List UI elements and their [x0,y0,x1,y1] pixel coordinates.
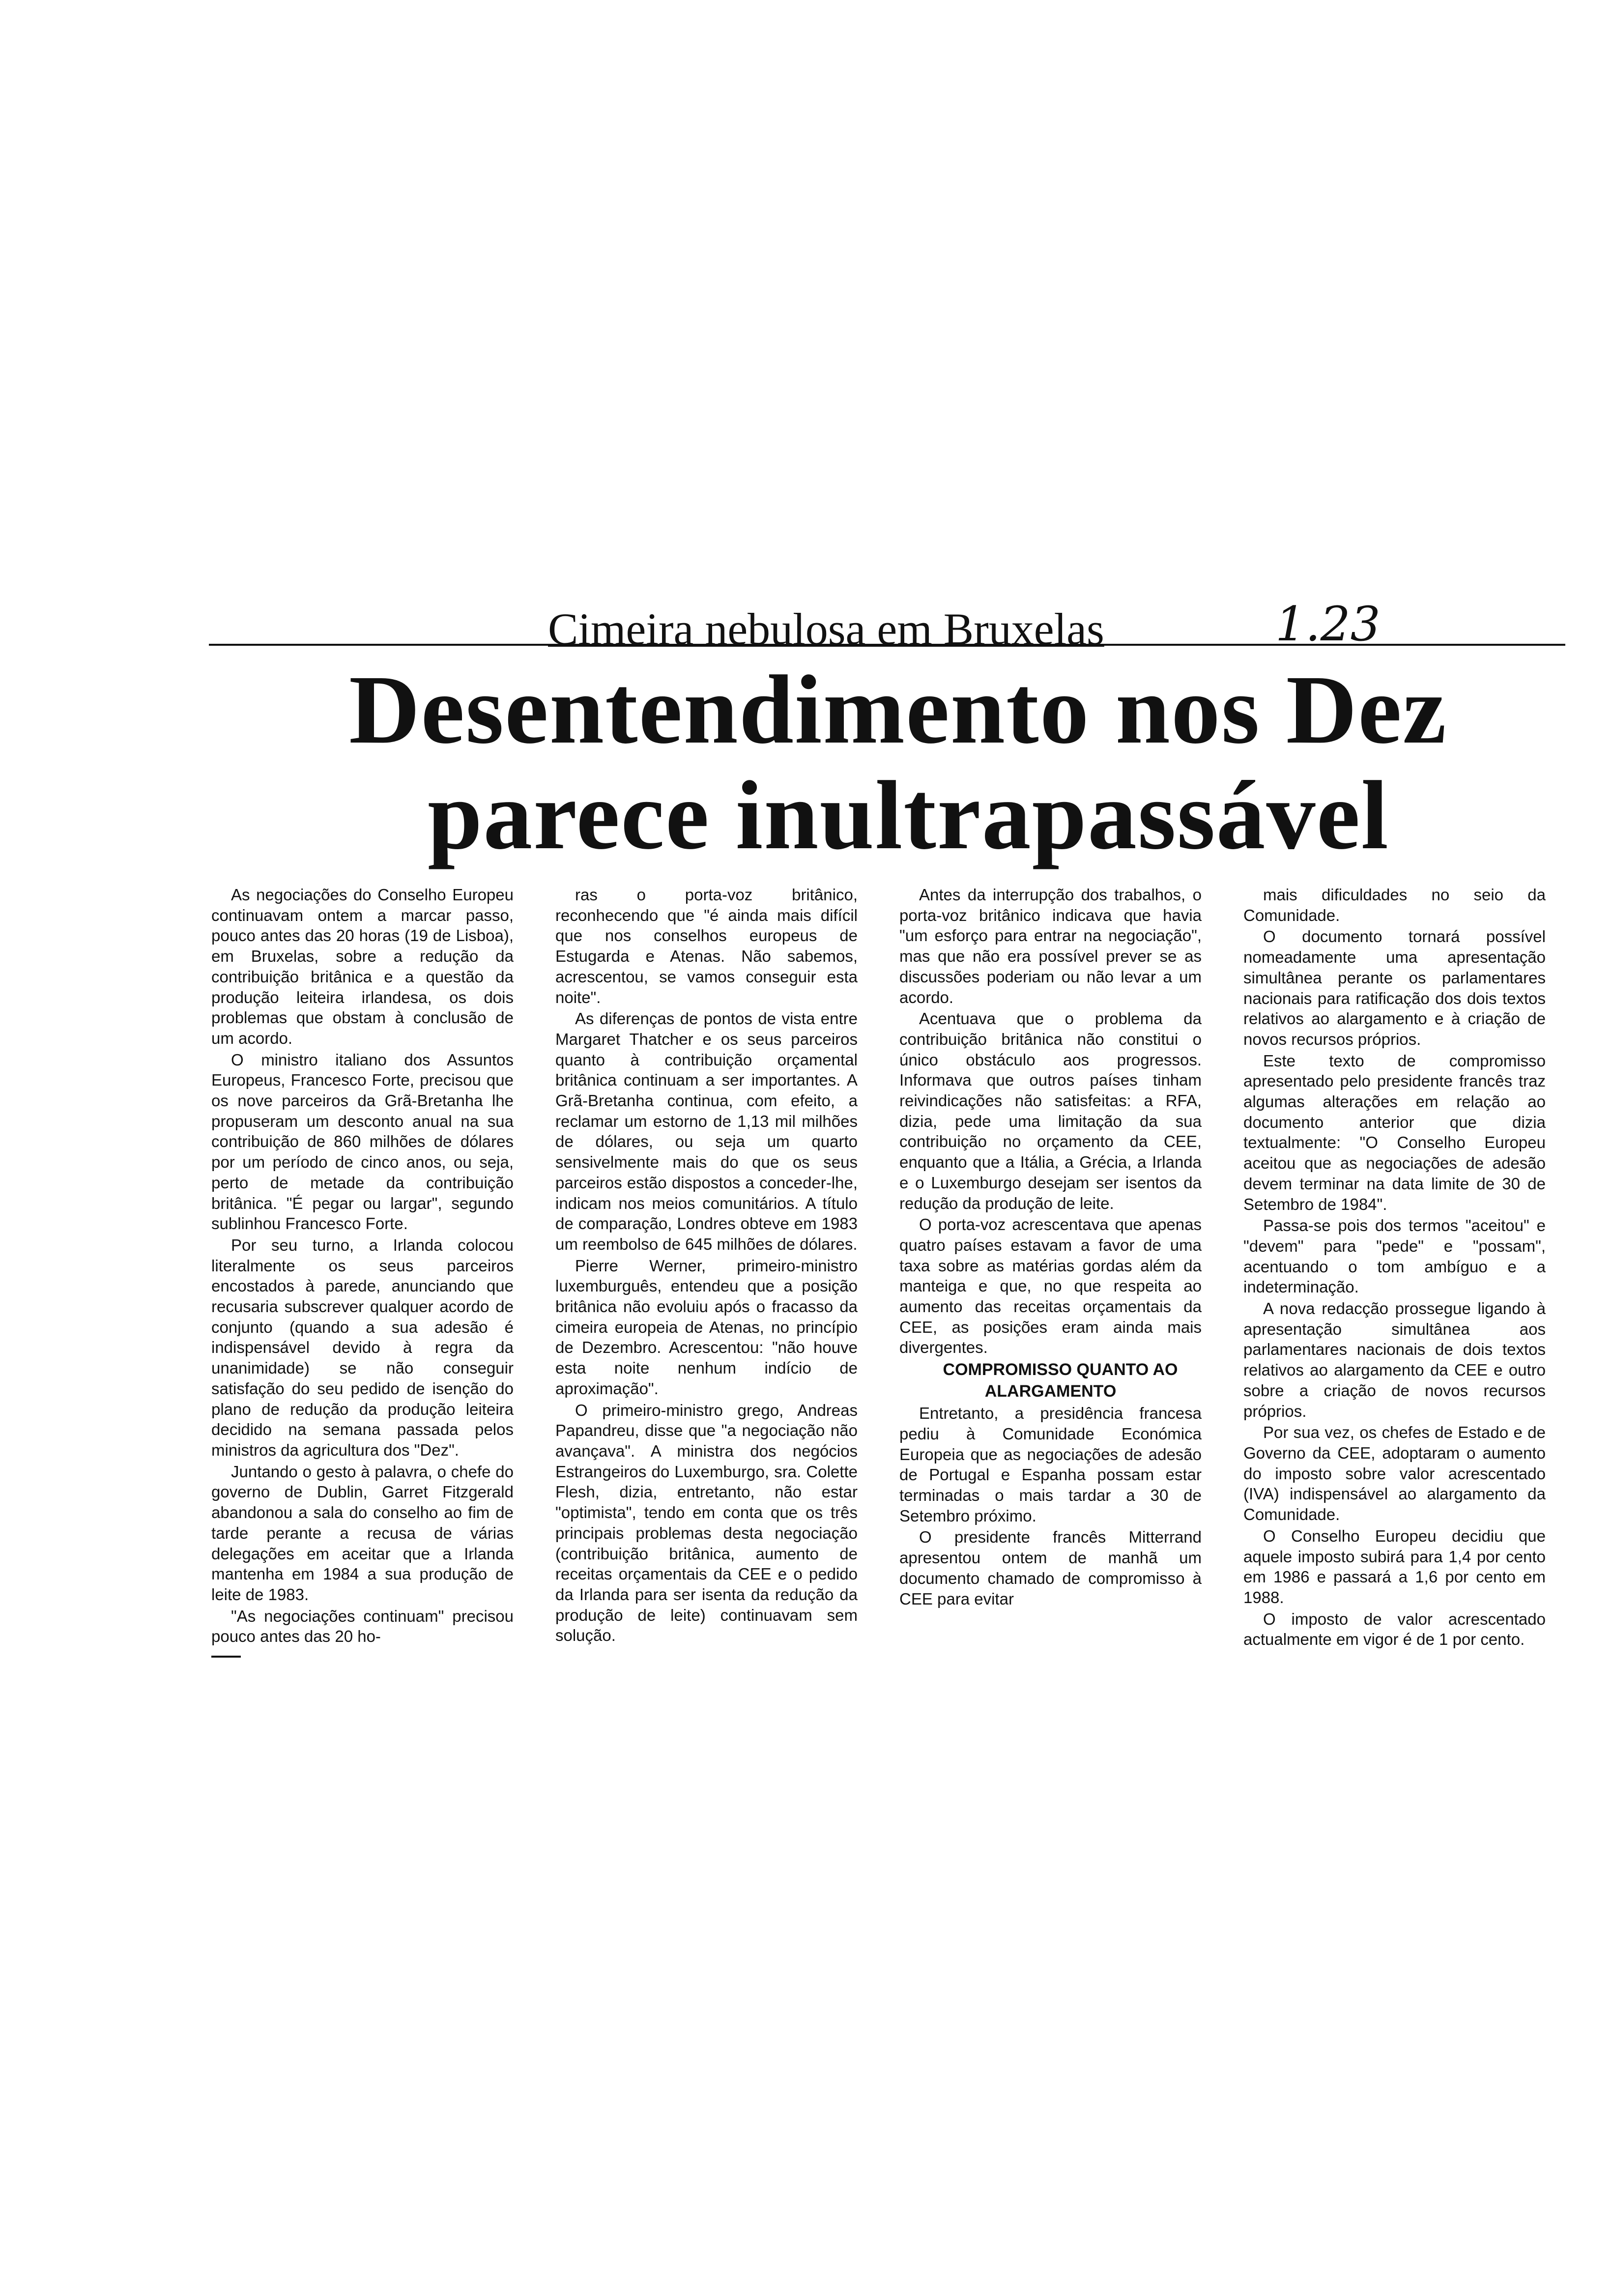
paragraph: O porta-voz acrescentava que apenas quatro países estavam a favor de uma taxa sobre as matérias gordas além da manteiga e que, no que respeita ao aumento das receitas orçamentais da CEE, as posições eram ainda mais divergentes. [899,1215,1202,1357]
paragraph: As diferenças de pontos de vista entre Margaret Thatcher e os seus parceiros quanto à contribuição orçamental britânica continuam a ser importantes. A Grã-Bretanha continua, com efeito, a reclamar um estorno de 1,13 mil milhões de dólares, ou seja um quarto sensivelmente mais do que os seus parceiros estão dispostos a conceder-lhe, indicam nos meios comunitários. A título de comparação, Londres obteve em 1983 um reembolso de 645 milhões de dólares. [555,1009,858,1253]
headline-line-1: Desentendimento nos Dez [349,656,1447,764]
subhead: COMPROMISSO QUANTO AO ALARGAMENTO [943,1360,1178,1401]
paragraph: "As negociações continuam" precisou pouco antes das 20 ho- [211,1607,514,1646]
paragraph: Por sua vez, os chefes de Estado e de Governo da CEE, adoptaram o aumento do imposto sobre valor acrescentado (IVA) indispensável ao alargamento da Comunidade. [1243,1423,1546,1524]
handwritten-note: 1.23 [1275,597,1381,652]
paragraph: O ministro italiano dos Assuntos Europeus, Francesco Forte, precisou que os nove parceiros da Grã-Bretanha lhe propuseram um desconto anual na sua contribuição de 860 milhões de dólares por um período de cinco anos, ou seja, perto de metade da contribuição britânica. "É pegar ou largar", segundo sublinhou Francesco Forte. [211,1050,514,1233]
column-1 [211,885,514,1843]
column-2 [555,885,858,1843]
paragraph: A nova redacção prossegue ligando à apresentação simultânea aos parlamentares nacionais de dois textos relativos ao alargamento da CEE e outro sobre a criação de novos recursos próprios. [1243,1299,1546,1420]
column-end-rule [211,1656,241,1658]
paragraph: Passa-se pois dos termos "aceitou" e "devem" para "pede" e "possam", acentuando o tom ambíguo e a indeterminação. [1243,1216,1546,1296]
paragraph: As negociações do Conselho Europeu continuavam ontem a marcar passo, pouco antes das 20 horas (19 de Lisboa), em Bruxelas, sobre a redução da contribuição britânica e a questão da produção leiteira irlandesa, os dois problemas que obstam à conclusão de um acordo. [211,886,514,1047]
paragraph: O documento tornará possível nomeadamente uma apresentação simultânea perante os parlamentares nacionais para ratificação dos dois textos relativos ao alargamento e à criação de novos recursos próprios. [1243,927,1546,1048]
newspaper-clipping [209,580,1565,1858]
column-4 [1243,885,1546,1843]
kicker: Cimeira nebulosa em Bruxelas [548,604,1104,654]
paragraph: ras o porta-voz britânico, reconhecendo que "é ainda mais difícil que nos conselhos europeus de Estugarda e Atenas. Não sabemos, acrescentou, se vamos conseguir esta noite". [555,886,858,1006]
paragraph: Entretanto, a presidência francesa pediu à Comunidade Económica Europeia que as negociações de adesão de Portugal e Espanha possam estar terminadas o mais tardar a 30 de Setembro próximo. [899,1404,1202,1525]
paragraph: Este texto de compromisso apresentado pelo presidente francês traz algumas alterações em relação ao documento anterior que dizia textualmente: "O Conselho Europeu aceitou que as negociações de adesão devem terminar na data limite de 30 de Setembro de 1984". [1243,1051,1546,1213]
article-body [209,885,1565,1843]
paragraph: O primeiro-ministro grego, Andreas Papandreu, disse que "a negociação não avançava". A ministra dos negócios Estrangeiros do Luxemburgo, sra. Colette Flesh, dizia, entretanto, não estar "optimista", tendo em conta que os três principais problemas desta negociação (contribuição britânica, aumento de receitas orçamentais da CEE e o pedido da Irlanda para ser isenta da redução da produção de leite) continuavam sem solução. [555,1401,858,1645]
paragraph: O Conselho Europeu decidiu que aquele imposto subirá para 1,4 por cento em 1986 e passará a 1,6 por cento em 1988. [1243,1526,1546,1607]
column-3 [899,885,1202,1843]
paragraph: Pierre Werner, primeiro-ministro luxemburguês, entendeu que a posição britânica não evoluiu após o fracasso da cimeira europeia de Atenas, no princípio de Dezembro. Acrescentou: "não houve esta noite nenhum indício de aproximação". [555,1256,858,1398]
paragraph: O imposto de valor acrescentado actualmente em vigor é de 1 por cento. [1243,1609,1546,1649]
paragraph: Antes da interrupção dos trabalhos, o porta-voz britânico indicava que havia "um esforço para entrar na negociação", mas que não era possível prever se as discussões poderiam ou não levar a um acordo. [899,886,1202,1006]
paragraph: O presidente francês Mitterrand apresentou ontem de manhã um documento chamado de compromisso à CEE para evitar [899,1528,1202,1608]
headline-line-2: parece inultrapassável [428,761,1389,870]
paragraph: Acentuava que o problema da contribuição britânica não constitui o único obstáculo aos progressos. Informava que outros países tinham reivindicações não satisfeitas: a RFA, dizia, pede uma limitação da sua contribuição no orçamento da CEE, enquanto que a Itália, a Grécia, a Irlanda e o Luxemburgo desejam ser isentos da redução da produção de leite. [899,1009,1202,1212]
paragraph: Por seu turno, a Irlanda colocou literalmente os seus parceiros encostados à parede, anunciando que recusaria subscrever qualquer acordo de conjunto (quando a sua adesão é indispensável devido à regra da unanimidade) se não conseguir satisfação do seu pedido de isenção do plano de redução da produção leiteira decidido na semana passada pelos ministros da agricultura dos "Dez". [211,1235,514,1459]
paragraph: mais dificuldades no seio da Comunidade. [1243,886,1546,924]
paragraph: Juntando o gesto à palavra, o chefe do governo de Dublin, Garret Fitzgerald abandonou a sala do conselho ao fim de tarde perante a recusa de várias delegações em aceitar que a Irlanda mantenha em 1984 a sua produção de leite de 1983. [211,1462,514,1604]
